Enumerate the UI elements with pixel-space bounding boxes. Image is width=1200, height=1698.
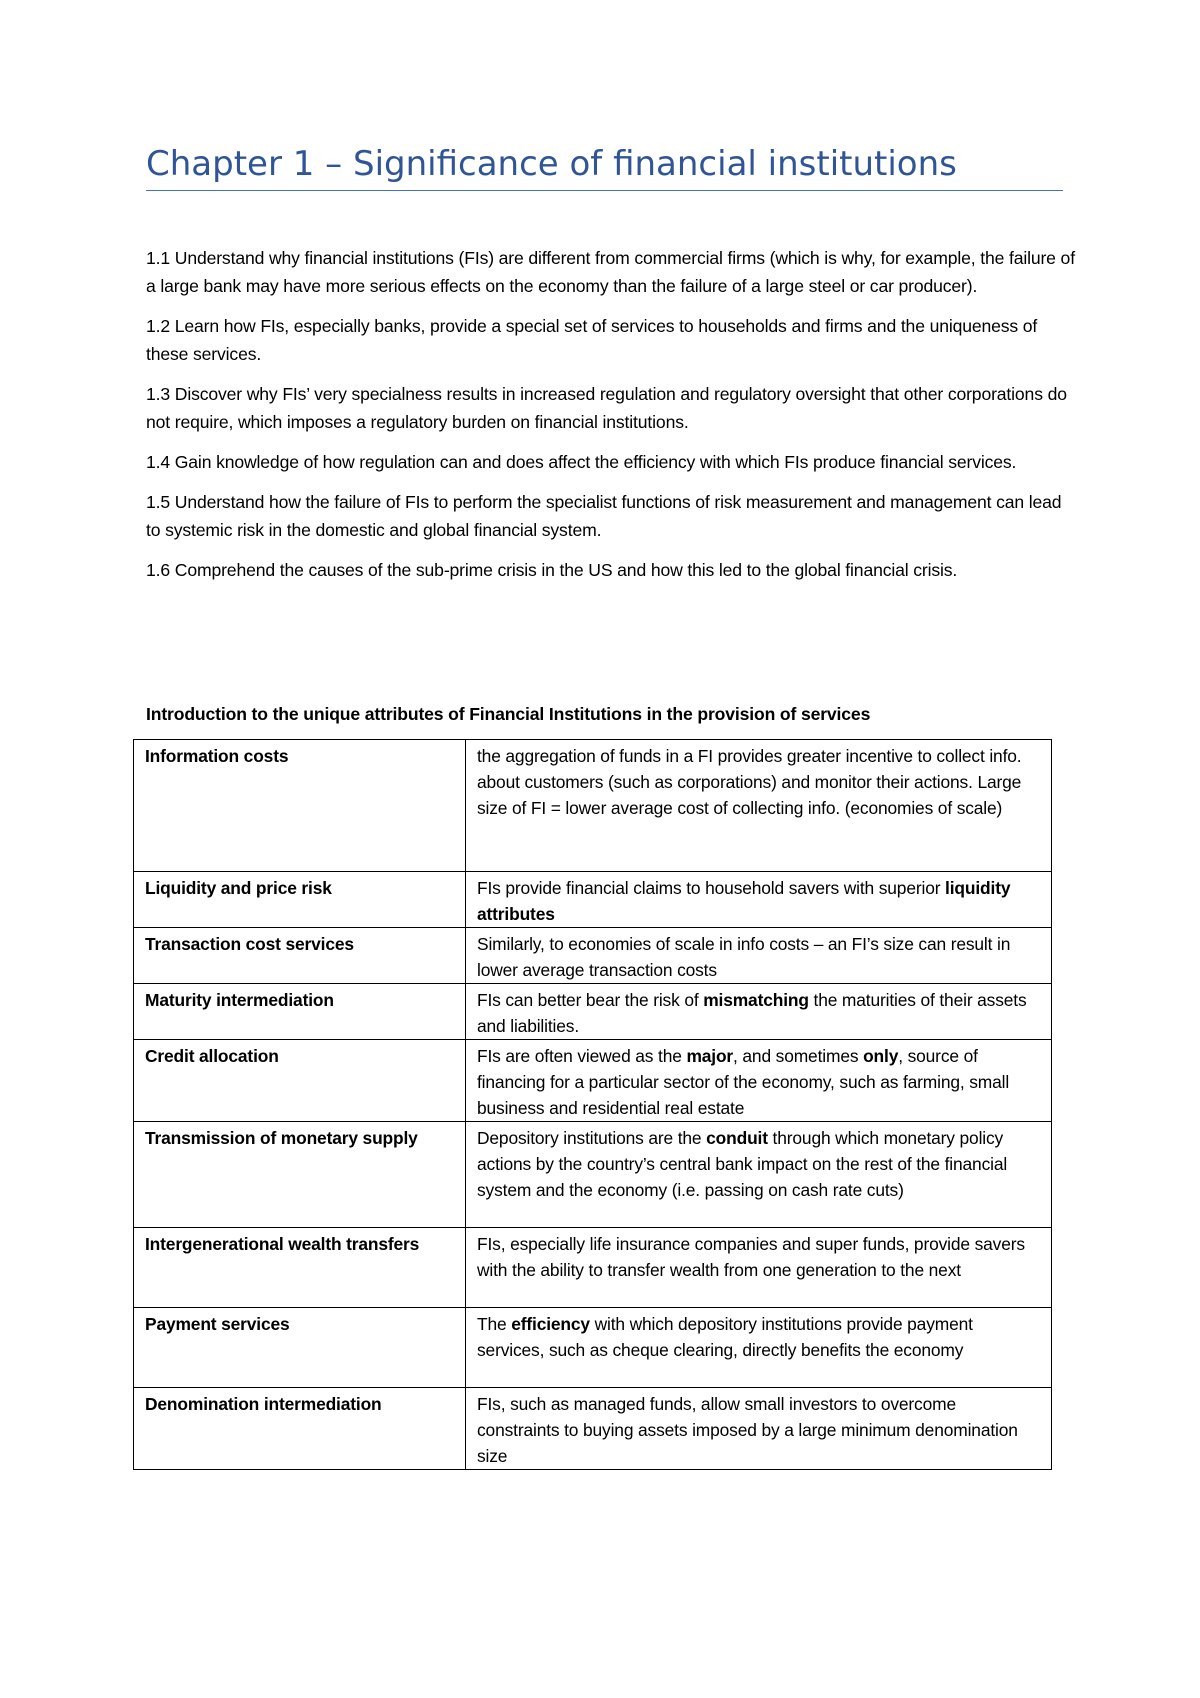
attribute-description [466,1040,1052,1122]
emphasis-text: mismatching [703,990,809,1010]
table-row [134,1040,1052,1122]
emphasis-text: liquidity attributes [477,878,1011,924]
emphasis-text: efficiency [511,1314,590,1334]
objective-item [146,556,1076,584]
table-row [134,984,1052,1040]
objective-number: 1.2 [146,316,171,336]
table-row [134,1388,1052,1470]
attribute-name: Credit allocation [134,1040,466,1122]
objective-text: Understand why financial institutions (FIs) are different from commercial firms (which is why, for example, the failure of a large bank may have more serious effects on the economy than the failure of a large steel or car producer). [146,248,1075,296]
table-row [134,1228,1052,1308]
description-text: the maturities of their assets and liabilities. [477,990,1027,1036]
attribute-description [466,1308,1052,1388]
table-row [134,928,1052,984]
objective-text: Discover why FIs’ very specialness results in increased regulation and regulatory oversight that other corporations do not require, which imposes a regulatory burden on financial institutions. [146,384,1067,432]
attribute-description [466,1122,1052,1228]
attribute-name: Payment services [134,1308,466,1388]
attribute-description [466,872,1052,928]
attribute-name: Maturity intermediation [134,984,466,1040]
objective-number: 1.4 [146,452,171,472]
objective-item [146,244,1076,300]
attributes-table [133,739,1052,1470]
emphasis-text: conduit [706,1128,768,1148]
emphasis-text: only [863,1046,899,1066]
objective-number: 1.3 [146,384,171,404]
table-row [134,1308,1052,1388]
objective-number: 1.1 [146,248,171,268]
attribute-name: Transaction cost services [134,928,466,984]
description-text: with which depository institutions provide payment services, such as cheque clearing, directly benefits the economy [477,1314,973,1360]
objective-number: 1.5 [146,492,171,512]
attribute-name: Liquidity and price risk [134,872,466,928]
objective-text: Comprehend the causes of the sub-prime crisis in the US and how this led to the global financial crisis. [174,560,958,580]
table-row [134,872,1052,928]
attribute-name: Intergenerational wealth transfers [134,1228,466,1308]
objective-text: Learn how FIs, especially banks, provide a special set of services to households and firms and the uniqueness of these services. [146,316,1038,364]
attribute-name: Transmission of monetary supply [134,1122,466,1228]
attribute-description [466,740,1052,872]
description-text: FIs, especially life insurance companies and super funds, provide savers with the ability to transfer wealth from one generation to the next [477,1234,1025,1280]
attribute-name: Denomination intermediation [134,1388,466,1470]
attribute-description [466,1228,1052,1308]
description-text: , source of financing for a particular sector of the economy, such as farming, small business and residential real estate [477,1046,1010,1118]
objective-number: 1.6 [146,560,171,580]
description-text: FIs provide financial claims to household savers with superior [477,878,946,898]
objective-text: Gain knowledge of how regulation can and does affect the efficiency with which FIs produce financial services. [174,452,1017,472]
description-text: Similarly, to economies of scale in info costs – an FI’s size can result in lower average transaction costs [477,934,1011,980]
objective-item [146,312,1076,368]
objective-text: Understand how the failure of FIs to perform the specialist functions of risk measurement and management can lead to systemic risk in the domestic and global financial system. [146,492,1062,540]
objective-item [146,380,1076,436]
attribute-description [466,928,1052,984]
table-row [134,740,1052,872]
table-heading: Introduction to the unique attributes of Financial Institutions in the provision of services [146,704,871,724]
description-text: Depository institutions are the [477,1128,707,1148]
page-title: Chapter 1 – Significance of financial institutions [146,144,957,184]
title-underline [146,190,1063,191]
description-text: through which monetary policy actions by the country’s central bank impact on the rest of the financial system and the economy (i.e. passing on cash rate cuts) [477,1128,1008,1200]
table-row [134,1122,1052,1228]
attribute-description [466,984,1052,1040]
attribute-name: Information costs [134,740,466,872]
learning-objectives [146,244,1076,596]
description-text: , and sometimes [733,1046,864,1066]
objective-item [146,488,1076,544]
objective-item [146,448,1076,476]
description-text: FIs, such as managed funds, allow small investors to overcome constraints to buying assets imposed by a large minimum denomination size [477,1394,1018,1466]
description-text: FIs can better bear the risk of [477,990,704,1010]
description-text: FIs are often viewed as the [477,1046,687,1066]
description-text: The [477,1314,512,1334]
description-text: the aggregation of funds in a FI provides greater incentive to collect info. about customers (such as corporations) and monitor their actions. Large size of FI = lower average cost of collecting info. (economies of scale) [477,746,1022,818]
attribute-description [466,1388,1052,1470]
emphasis-text: major [686,1046,734,1066]
